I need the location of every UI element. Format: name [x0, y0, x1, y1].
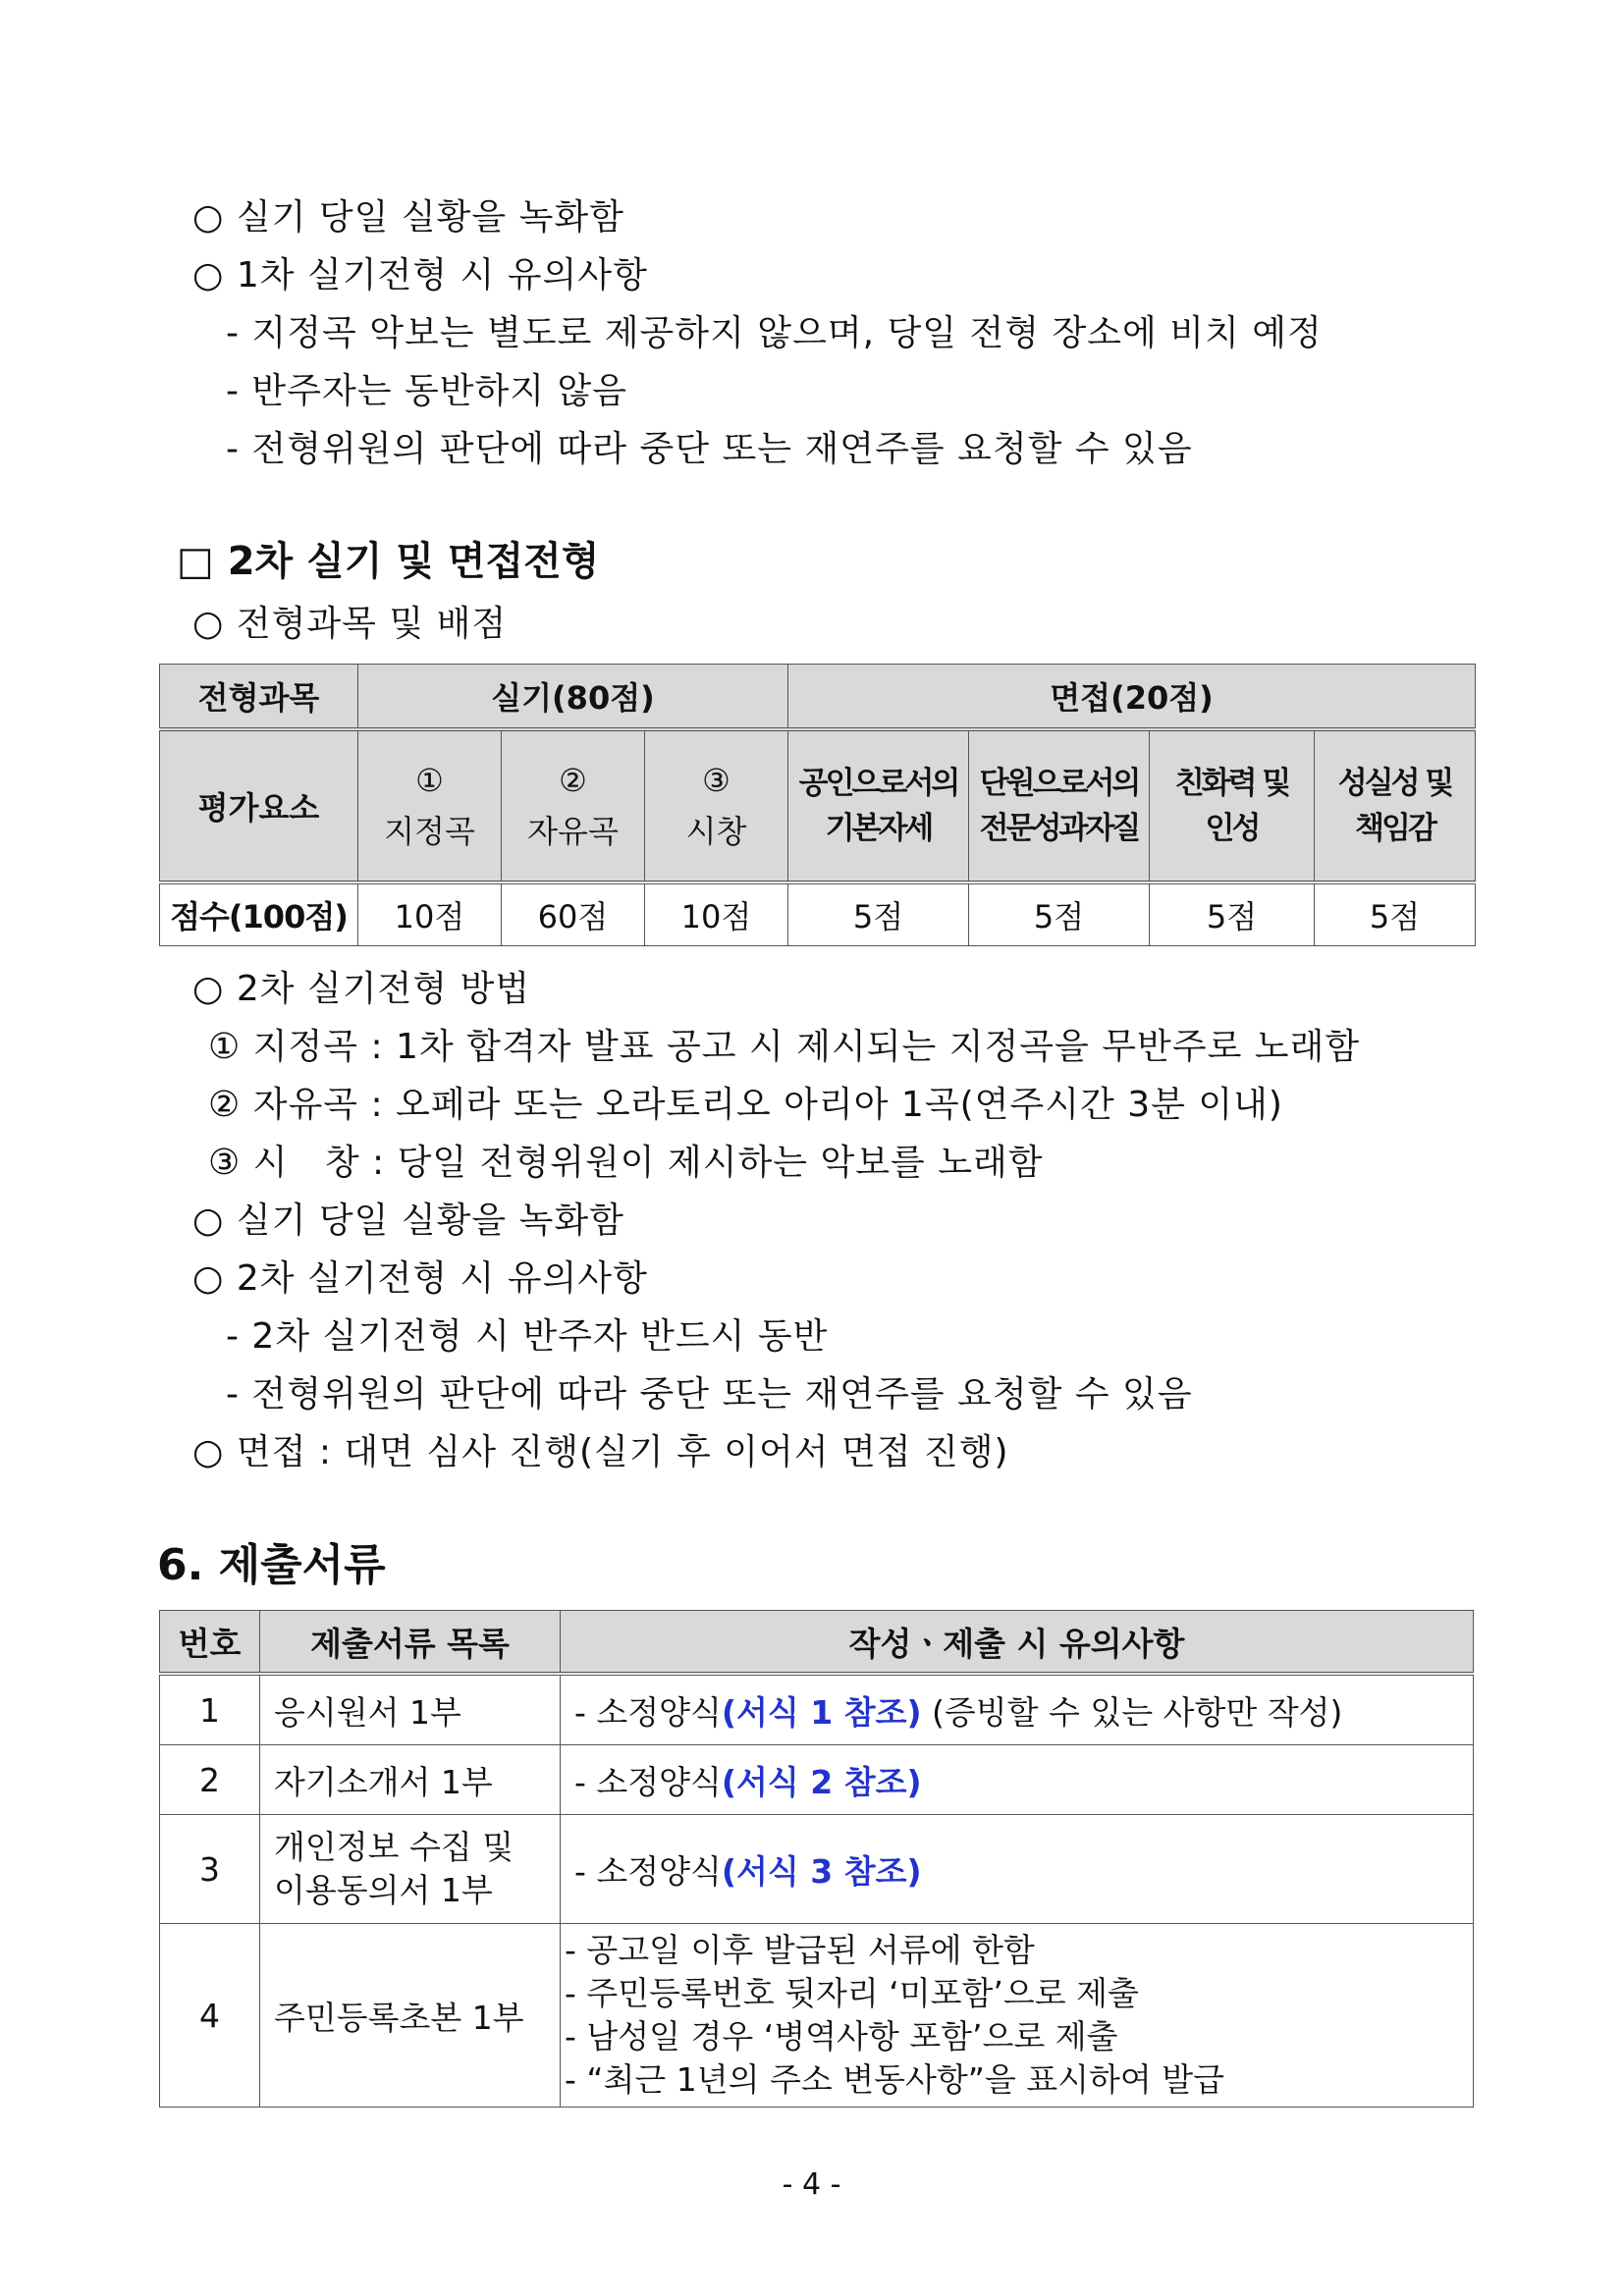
- dash-item: - 지정곡 악보는 별도로 제공하지 않으며, 당일 전형 장소에 비치 예정: [226, 313, 1323, 353]
- row-number: 3: [160, 1815, 260, 1924]
- element-number: ②: [559, 761, 587, 799]
- header-subject: 전형과목: [160, 665, 358, 729]
- interview-element-line: 공인으로서의: [798, 765, 958, 801]
- interview-element-line: 단원으로서의: [979, 765, 1139, 801]
- row-number: 4: [160, 1924, 260, 2108]
- interview-element-line: 기본자세: [825, 810, 932, 846]
- document-note: [561, 1745, 1474, 1815]
- bullet-item: ○ 1차 실기전형 시 유의사항: [192, 255, 648, 295]
- interview-element-line: 성실성 및: [1337, 765, 1452, 801]
- note-text: (증빙할 수 있는 사항만 작성): [921, 1692, 1343, 1732]
- score-cell: 5점: [1315, 882, 1476, 946]
- score-cell: 60점: [502, 882, 645, 946]
- method-item: ① 지정곡 : 1차 합격자 발표 공고 시 제시되는 지정곡을 무반주로 노래함: [208, 1027, 1361, 1067]
- dash-item: - 2차 실기전형 시 반주자 반드시 동반: [226, 1316, 829, 1357]
- note-text: - 소정양식: [574, 1851, 722, 1891]
- interview-element-cell: [969, 729, 1150, 882]
- bullet-item: ○ 실기 당일 실황을 녹화함: [192, 1201, 624, 1241]
- header-practical: 실기(80점): [358, 665, 788, 729]
- document-name: 자기소개서 1부: [260, 1745, 561, 1815]
- document-name: 응시원서 1부: [260, 1674, 561, 1745]
- interview-element-line: 책임감: [1355, 810, 1434, 846]
- bullet-item: ○ 면접 : 대면 심사 진행(실기 후 이어서 면접 진행): [192, 1432, 1009, 1472]
- dash-item: - 전형위원의 판단에 따라 중단 또는 재연주를 요청할 수 있음: [226, 429, 1193, 469]
- bullet-item: ○ 실기 당일 실황을 녹화함: [192, 197, 624, 238]
- header-number: 번호: [160, 1611, 260, 1675]
- form-reference: (서식 2 참조): [721, 1762, 922, 1801]
- document-notes-list: [561, 1924, 1474, 2108]
- score-cell: 5점: [969, 882, 1150, 946]
- note-line: - “최근 1년의 주소 변동사항”을 표시하여 발급: [565, 2060, 1224, 2099]
- element-number: ①: [415, 761, 444, 799]
- row-label-elements: 평가요소: [160, 729, 358, 882]
- interview-element-line: 전문성과자질: [979, 810, 1139, 846]
- row-number: 2: [160, 1745, 260, 1815]
- score-cell: 10점: [358, 882, 502, 946]
- interview-element-cell: [1315, 729, 1476, 882]
- note-text: - 소정양식: [574, 1692, 722, 1732]
- section-heading: □ 2차 실기 및 면접전형: [177, 539, 600, 584]
- document-name-line: 이용동의서 1부: [274, 1871, 493, 1909]
- element-cell: [502, 729, 645, 882]
- score-cell: 10점: [645, 882, 788, 946]
- method-item: ③ 시 창 : 당일 전형위원이 제시하는 악보를 노래함: [208, 1143, 1044, 1183]
- form-reference: (서식 3 참조): [721, 1851, 922, 1891]
- header-interview: 면접(20점): [788, 665, 1476, 729]
- document-name: [260, 1815, 561, 1924]
- note-line: - 주민등록번호 뒷자리 ‘미포함’으로 제출: [565, 1974, 1139, 2012]
- note-line: - 남성일 경우 ‘병역사항 포함’으로 제출: [565, 2017, 1118, 2056]
- document-name: 주민등록초본 1부: [260, 1924, 561, 2108]
- document-note: [561, 1815, 1474, 1924]
- method-item: ② 자유곡 : 오페라 또는 오라토리오 아리아 1곡(연주시간 3분 이내): [208, 1085, 1283, 1125]
- interview-element-cell: [788, 729, 969, 882]
- document-name-line: 개인정보 수집 및: [274, 1828, 514, 1866]
- element-cell: [645, 729, 788, 882]
- element-name: 지정곡: [384, 812, 475, 850]
- note-text: - 소정양식: [574, 1762, 722, 1801]
- element-number: ③: [702, 761, 730, 799]
- section-heading: 6. 제출서류: [157, 1540, 386, 1590]
- dash-item: - 전형위원의 판단에 따라 중단 또는 재연주를 요청할 수 있음: [226, 1374, 1193, 1415]
- note-line: - 공고일 이후 발급된 서류에 한함: [565, 1931, 1035, 1969]
- bullet-item: ○ 2차 실기전형 방법: [192, 969, 531, 1009]
- element-cell: [358, 729, 502, 882]
- documents-table: [159, 1610, 1474, 2108]
- interview-element-line: 인성: [1205, 810, 1259, 846]
- header-notes: 작성ㆍ제출 시 유의사항: [561, 1611, 1474, 1675]
- interview-element-cell: [1150, 729, 1315, 882]
- sub-heading: ○ 전형과목 및 배점: [192, 604, 508, 644]
- element-name: 자유곡: [527, 812, 619, 850]
- bullet-item: ○ 2차 실기전형 시 유의사항: [192, 1258, 648, 1299]
- score-cell: 5점: [788, 882, 969, 946]
- header-documents: 제출서류 목록: [260, 1611, 561, 1675]
- element-name: 시창: [685, 812, 747, 850]
- row-label-scores: 점수(100점): [160, 882, 358, 946]
- page-number: - 4 -: [782, 2167, 841, 2202]
- score-cell: 5점: [1150, 882, 1315, 946]
- interview-element-line: 친화력 및: [1174, 765, 1289, 801]
- form-reference: (서식 1 참조): [721, 1692, 922, 1732]
- dash-item: - 반주자는 동반하지 않음: [226, 371, 628, 411]
- scoring-table: [159, 664, 1476, 946]
- row-number: 1: [160, 1674, 260, 1745]
- document-note: [561, 1674, 1474, 1745]
